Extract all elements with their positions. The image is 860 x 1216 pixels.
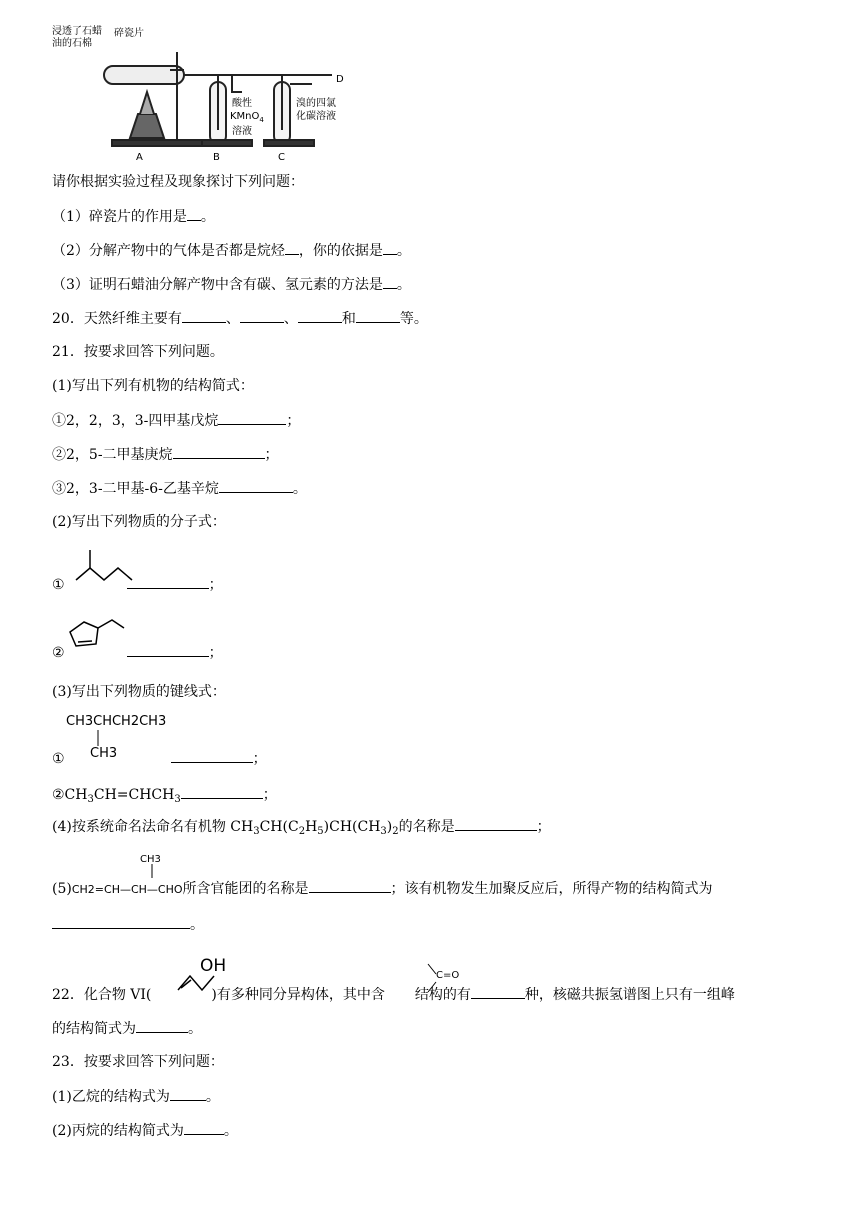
q21-s1-3: ③2，3-二甲基-6-乙基辛烷 。 [52, 478, 307, 499]
stone-wool-label-2: 油的石棉 [52, 38, 92, 49]
k1-formula-top: CH3CHCH2CH3 [66, 714, 167, 729]
apparatus-figure [52, 22, 352, 164]
q21-k1: ① ； [52, 748, 267, 769]
q23-s2: (2)丙烷的结构简式为 。 [52, 1120, 238, 1141]
q19-part1: （1）碎瓷片的作用是 。 [52, 206, 215, 227]
oh-label: OH [200, 956, 227, 976]
porcelain-label: 碎瓷片 [114, 28, 144, 39]
q21-m2: ② ； [52, 642, 223, 663]
kmno4-label-2: KMnO$_4$ [230, 111, 264, 124]
q19-intro: 请你根据实验过程及现象探讨下列问题： [52, 174, 304, 190]
label-a: A [136, 152, 143, 163]
co-label: C=O [436, 970, 460, 981]
q23-s1: (1)乙烷的结构式为 。 [52, 1086, 220, 1107]
q20: 20．天然纤维主要有 、 、 和 等。 [52, 308, 428, 329]
s5-bond [150, 864, 154, 878]
kmno4-label-1: 酸性 [232, 98, 252, 109]
q21-s1-1: ①2，2，3，3-四甲基戊烷 ； [52, 410, 300, 431]
label-d: D [336, 74, 344, 85]
q22-line2: 的结构简式为 。 [52, 1018, 202, 1039]
q21-m1: ① ； [52, 574, 223, 595]
q21-s5: (5)CH2=CH—CH—CHO所含官能团的名称是 ；该有机物发生加聚反应后，所得产物的结构简式为 [52, 878, 713, 900]
q21-s5-answer: 。 [52, 914, 204, 935]
label-b: B [213, 152, 220, 163]
bromine-label-1: 溴的四氯 [296, 98, 336, 109]
q21-k2: $②CH_3CH=CHCH_3$ ； [52, 784, 277, 810]
label-c: C [278, 152, 285, 163]
q19-part2: （2）分解产物中的气体是否都是烷烃 ，你的依据是 。 [52, 240, 411, 261]
q21-head: 21．按要求回答下列问题。 [52, 344, 224, 360]
q21-s3: (3)写出下列物质的键线式： [52, 684, 226, 700]
bromine-label-2: 化碳溶液 [296, 111, 336, 122]
q19-part3: （3）证明石蜡油分解产物中含有碳、氢元素的方法是 。 [52, 274, 411, 295]
kmno4-label-3: 溶液 [232, 126, 252, 137]
q21-s1: (1)写出下列有机物的结构简式： [52, 378, 254, 394]
q21-s2: (2)写出下列物质的分子式： [52, 514, 226, 530]
k1-formula-bottom: CH3 [90, 746, 118, 761]
s5-ch3: CH3 [140, 854, 161, 865]
q21-s1-2: ②2，5-二甲基庚烷 ； [52, 444, 279, 465]
q21-s4: (4)按系统命名法命名有机物 $CH_3CH(C_2H_5)CH(CH_3)_2$的名称是 ； [52, 816, 551, 842]
stone-wool-label-1: 浸透了石蜡 [52, 26, 102, 37]
q23-head: 23．按要求回答下列问题： [52, 1054, 224, 1070]
q22-line1: 22．化合物 VI( )有多种同分异构体，其中含 结构的有 种，核磁共振氢谱图上只有一组峰 [52, 984, 735, 1005]
